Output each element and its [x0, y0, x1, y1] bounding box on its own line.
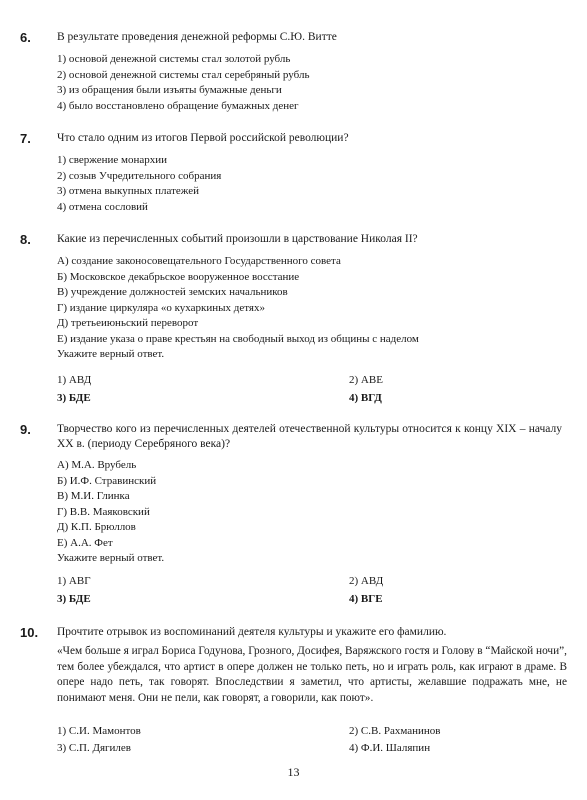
answer-option: 1) С.И. Мамонтов	[57, 725, 141, 737]
answer-options	[57, 52, 562, 114]
answer-option: 3) С.П. Дягилев	[57, 742, 131, 754]
answer-option: 1) АВД	[57, 374, 92, 386]
answer-option: 2) АВД	[349, 575, 384, 587]
question-number: 10.	[20, 625, 39, 640]
list-item: В) учреждение должностей земских начальников	[57, 286, 288, 298]
list-item: Е) издание указа о праве крестьян на свободный выход из общины с наделом	[57, 332, 419, 345]
question-text: Что стало одним из итогов Первой российской революции?	[57, 132, 349, 144]
page-number: 13	[287, 765, 300, 779]
answer-option: 3) БДЕ	[57, 392, 91, 404]
answer-option: 2) АВЕ	[349, 374, 383, 386]
answer-option: 1) АВГ	[57, 575, 91, 587]
answer-option: 4) отмена сословий	[57, 200, 148, 213]
answer-option: 2) созыв Учредительного собрания	[57, 169, 222, 182]
answer-option: 3) из обращения были изъяты бумажные деньги	[57, 84, 282, 96]
answer-prompt: Укажите верный ответ.	[57, 348, 165, 360]
person-list	[57, 458, 562, 567]
question-text: Прочтите отрывок из воспоминаний деятеля культуры и укажите его фамилию.	[57, 626, 447, 638]
question-text: Творчество кого из перечисленных деятелей отечественной культуры относится к концу XIX – началу XX в. (периоду Серебряного века)?	[57, 423, 562, 450]
list-item: Д) К.П. Брюллов	[57, 521, 136, 533]
answer-option: 4) ВГД	[349, 392, 382, 404]
list-item: Б) Московское декабрьское вооруженное восстание	[57, 270, 300, 283]
answer-option: 3) отмена выкупных платежей	[57, 185, 200, 197]
question-text: В результате проведения денежной реформы С.Ю. Витте	[57, 31, 337, 43]
list-item: Г) В.В. Маяковский	[57, 505, 150, 518]
question-number: 6.	[20, 30, 31, 45]
answer-options	[57, 153, 562, 215]
question-text: Какие из перечисленных событий произошли в царствование Николая II?	[57, 233, 418, 245]
answer-grid	[57, 574, 562, 610]
answer-grid	[57, 373, 562, 409]
list-item: В) М.И. Глинка	[57, 490, 130, 502]
answer-option: 1) свержение монархии	[57, 154, 168, 166]
list-item: Г) издание циркуляра «о кухаркиных детях»	[57, 301, 265, 314]
answer-option: 4) ВГЕ	[349, 593, 383, 605]
answer-option: 2) основой денежной системы стал серебряный рубль	[57, 68, 310, 81]
answer-option: 1) основой денежной системы стал золотой рубль	[57, 53, 291, 65]
list-item: Б) И.Ф. Стравинский	[57, 474, 157, 487]
answer-option: 4) было восстановлено обращение бумажных денег	[57, 99, 299, 112]
quote-passage: «Чем больше я играл Бориса Годунова, Грозного, Досифея, Варяжского гостя и Голову в “Майской ночи”, тем более убеждался, что артист в опере должен не только петь, но и играть роль, как играют в драме. В опере надо петь, так говорят. Впоследствии я заметил, что артисты, желавшие подражать мне, не понимают меня. Они не пели, как говорят, а говорили, как поют».	[57, 645, 567, 704]
list-item: Е) А.А. Фет	[57, 536, 113, 549]
event-list	[57, 254, 562, 363]
question-number: 8.	[20, 232, 31, 247]
answer-prompt: Укажите верный ответ.	[57, 552, 165, 564]
list-item: А) М.А. Врубель	[57, 459, 137, 471]
list-item: А) создание законосовещательного Государственного совета	[57, 255, 341, 267]
answer-option: 3) БДЕ	[57, 593, 91, 605]
answer-option: 2) С.В. Рахманинов	[349, 725, 441, 737]
answer-grid	[57, 724, 562, 758]
list-item: Д) третьеиюньский переворот	[57, 317, 199, 329]
answer-option: 4) Ф.И. Шаляпин	[349, 742, 431, 754]
question-number: 7.	[20, 131, 31, 146]
question-number: 9.	[20, 422, 31, 437]
